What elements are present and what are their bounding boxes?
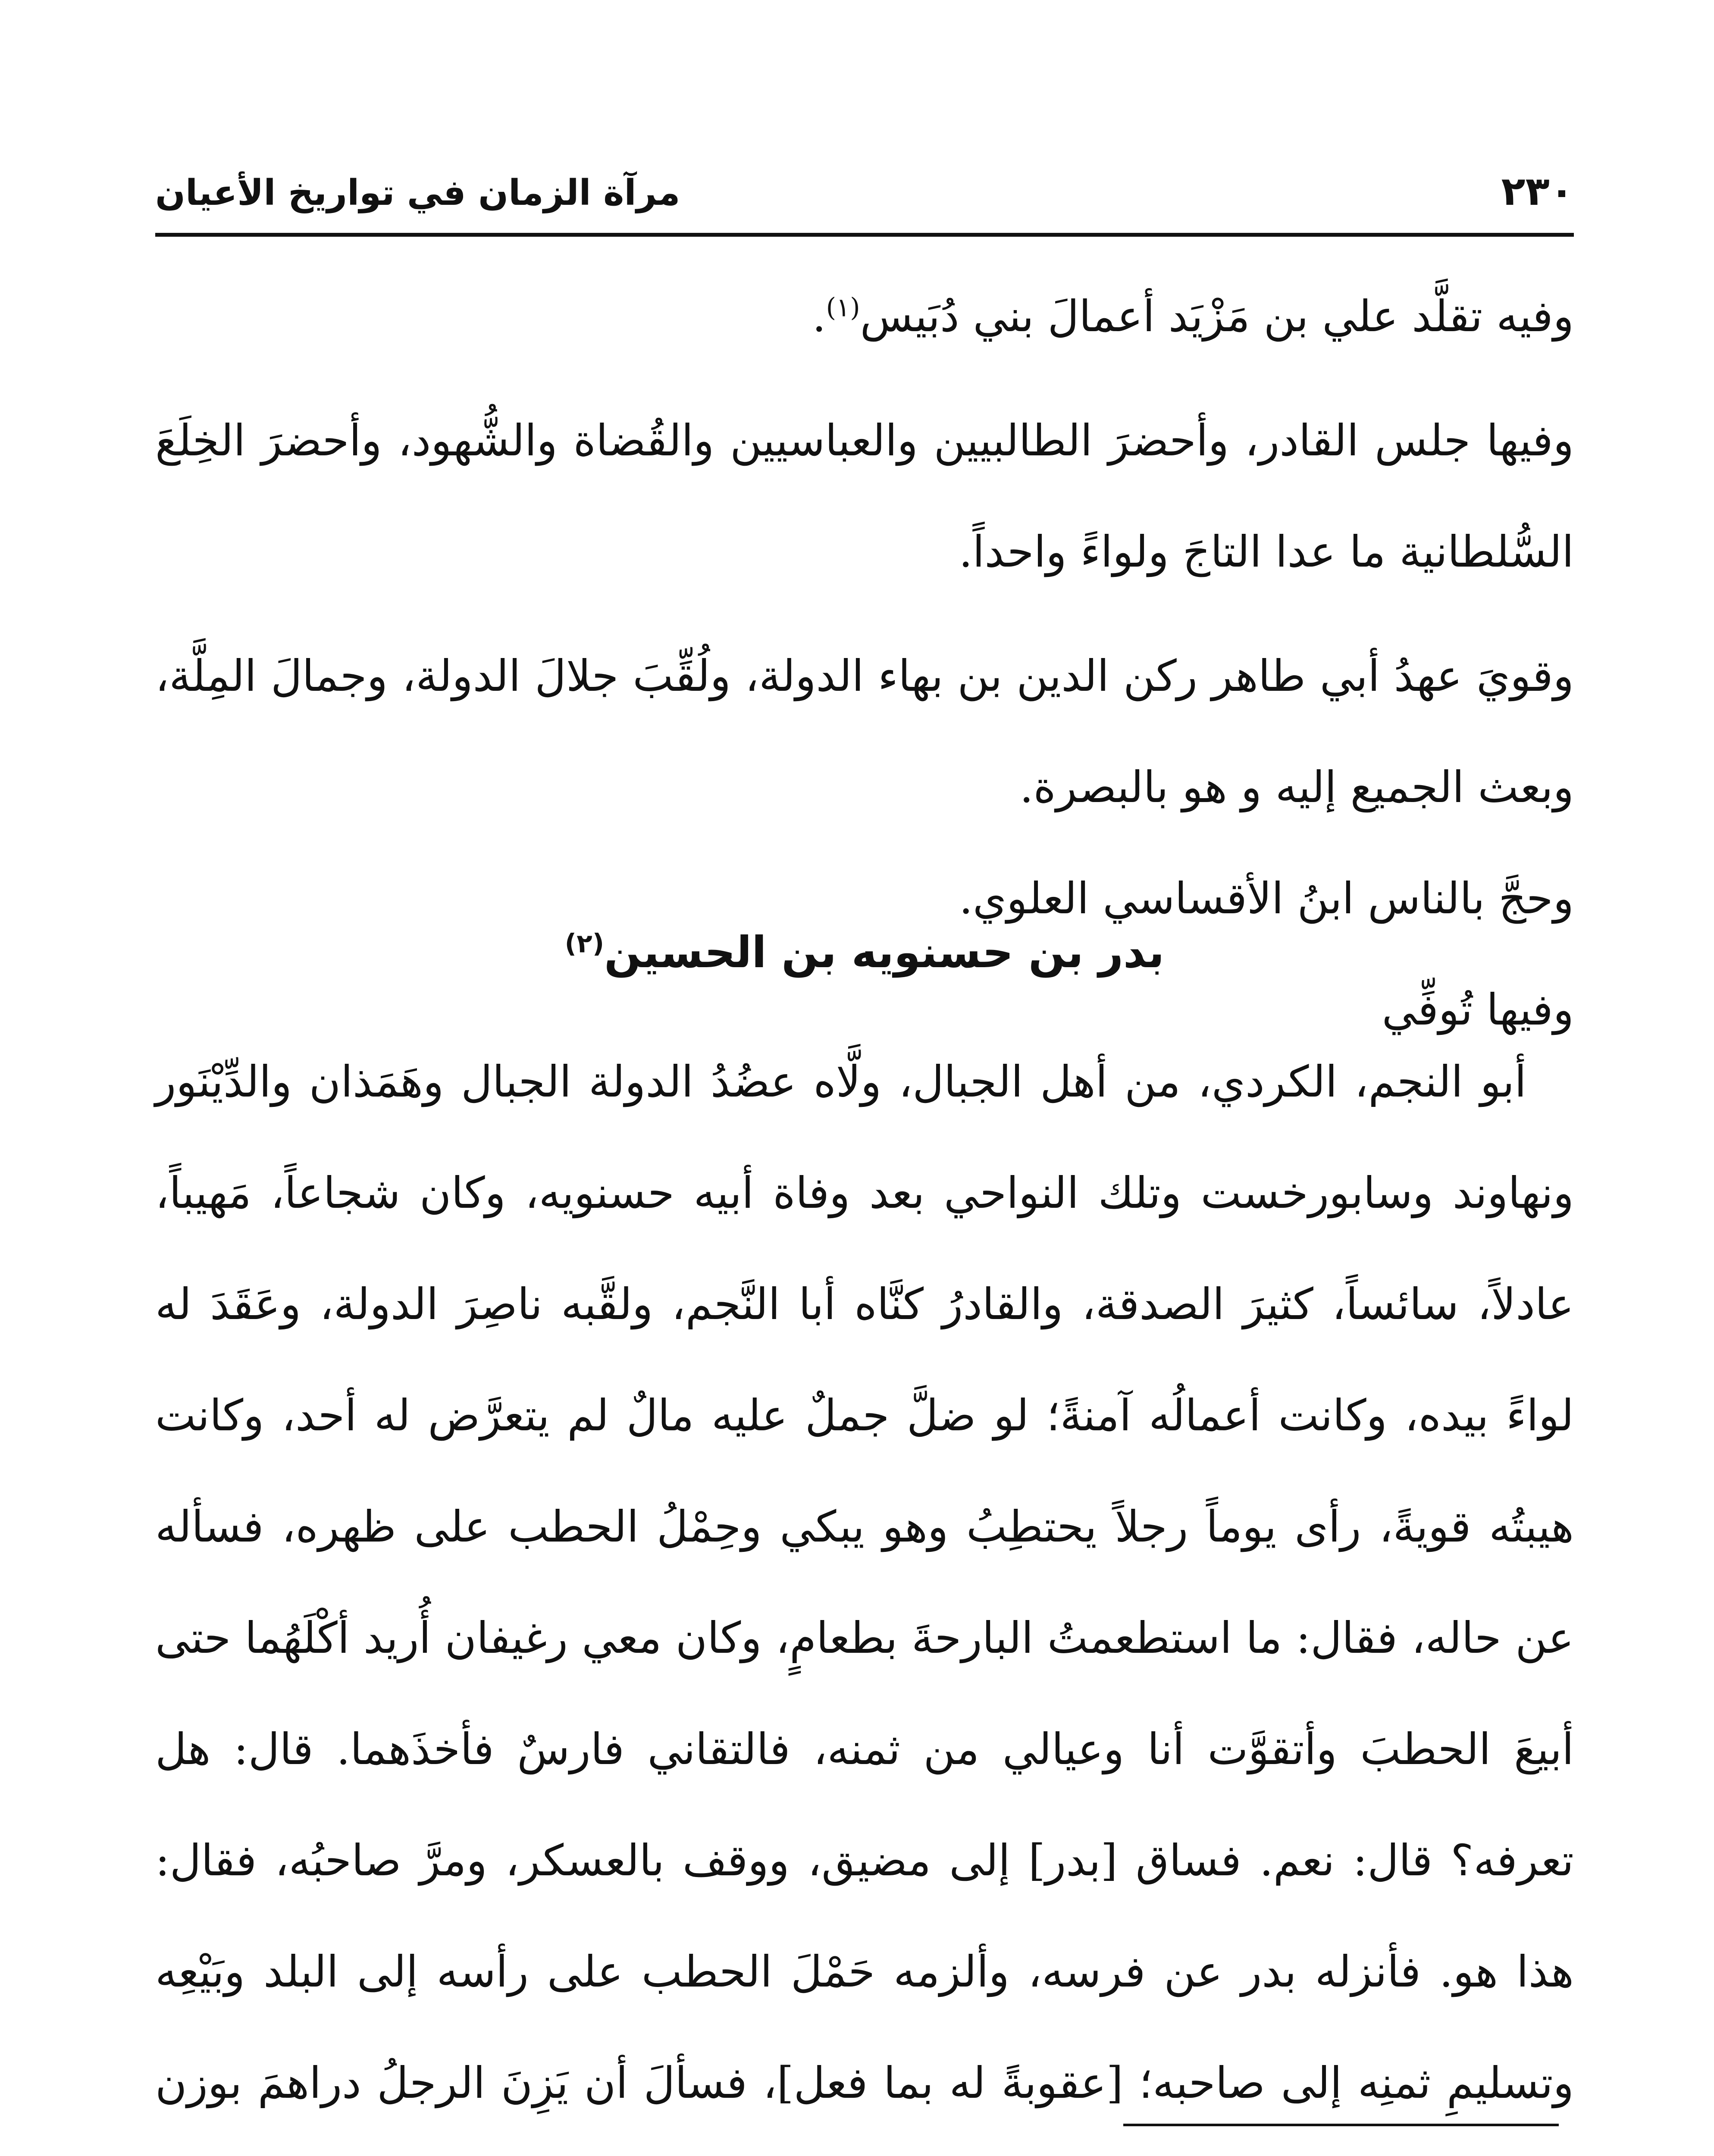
book-title: مرآة الزمان في تواريخ الأعيان — [155, 172, 680, 213]
biography-text — [155, 1026, 1574, 2156]
paragraph: وفيها جلس القادر، وأحضرَ الطالبيين والعباسيين والقُضاة والشُّهود، وأحضرَ الخِلَعَ السُّلطانية ما عدا التاجَ ولواءً واحداً. — [155, 415, 1574, 577]
footnotes — [155, 2145, 1574, 2156]
footnote-ref: (١) — [826, 292, 860, 323]
paragraph: وفيها تُوفِّي — [1382, 984, 1574, 1035]
footnote — [155, 2145, 1574, 2156]
paragraph: وقويَ عهدُ أبي طاهر ركن الدين بن بهاء الدولة، ولُقِّبَ جلالَ الدولة، وجمالَ المِلَّة، وبعث الجميع إليه و هو بالبصرة. — [155, 651, 1574, 812]
footnote-ref: (٢) — [564, 928, 605, 959]
paragraph: وحجَّ بالناس ابنُ الأقساسي العلوي. — [959, 873, 1574, 924]
paragraph: أبو النجم، الكردي، من أهل الجبال، ولَّاه عضُدُ الدولة الجبال وهَمَذان والدِّيْنَور ونهاوند وسابورخست وتلك النواحي بعد وفاة أبيه حسنويه، وكان شجاعاً، مَهيباً، عادلاً، سائساً، كثيرَ الصدقة، والقادرُ كنَّاه أبا النَّجم، ولقَّبه ناصِرَ الدولة، وعَقَدَ له لواءً بيده، وكانت أعمالُه آمنةً؛ لو ضلَّ جملٌ عليه مالٌ لم يتعرَّض له أحد، وكانت هيبتُه قويةً، رأى يوماً رجلاً يحتطِبُ وهو يبكي وحِمْلُ الحطب على ظهره، فسأله عن حاله، فقال: ما استطعمتُ البارحةَ بطعامٍ، وكان معي رغيفان أُريد أكْلَهُما حتى أبيعَ الحطبَ وأتقوَّت أنا وعيالي من ثمنه، فالتقاني فارسٌ فأخذَهما. قال: هل تعرفه؟ قال: نعم. فساق [بدر] إلى مضيق، ووقف بالعسكر، ومرَّ صاحبُه، فقال: هذا هو. فأنزله بدر عن فرسه، وألزمه حَمْلَ الحطب على رأسه إلى البلد وبَيْعِه وتسليمِ ثمنِه إلى صاحبه؛ [عقوبةً له بما فعل]، فسألَ أن يَزِنَ الرجلُ دراهمَ بوزن — [155, 1056, 1574, 2108]
page-number: ٢٣٠ — [1501, 168, 1574, 214]
page-header — [155, 164, 1574, 237]
paragraph: وفيه تقلَّد علي بن مَزْيَد أعمالَ بني دُبَيس$^{(١)}$. — [812, 291, 1574, 342]
section-title: بدر بن حسنويه بن الحسين$^{(٢)}$ — [564, 927, 1165, 978]
footnote-divider — [1123, 2124, 1559, 2126]
